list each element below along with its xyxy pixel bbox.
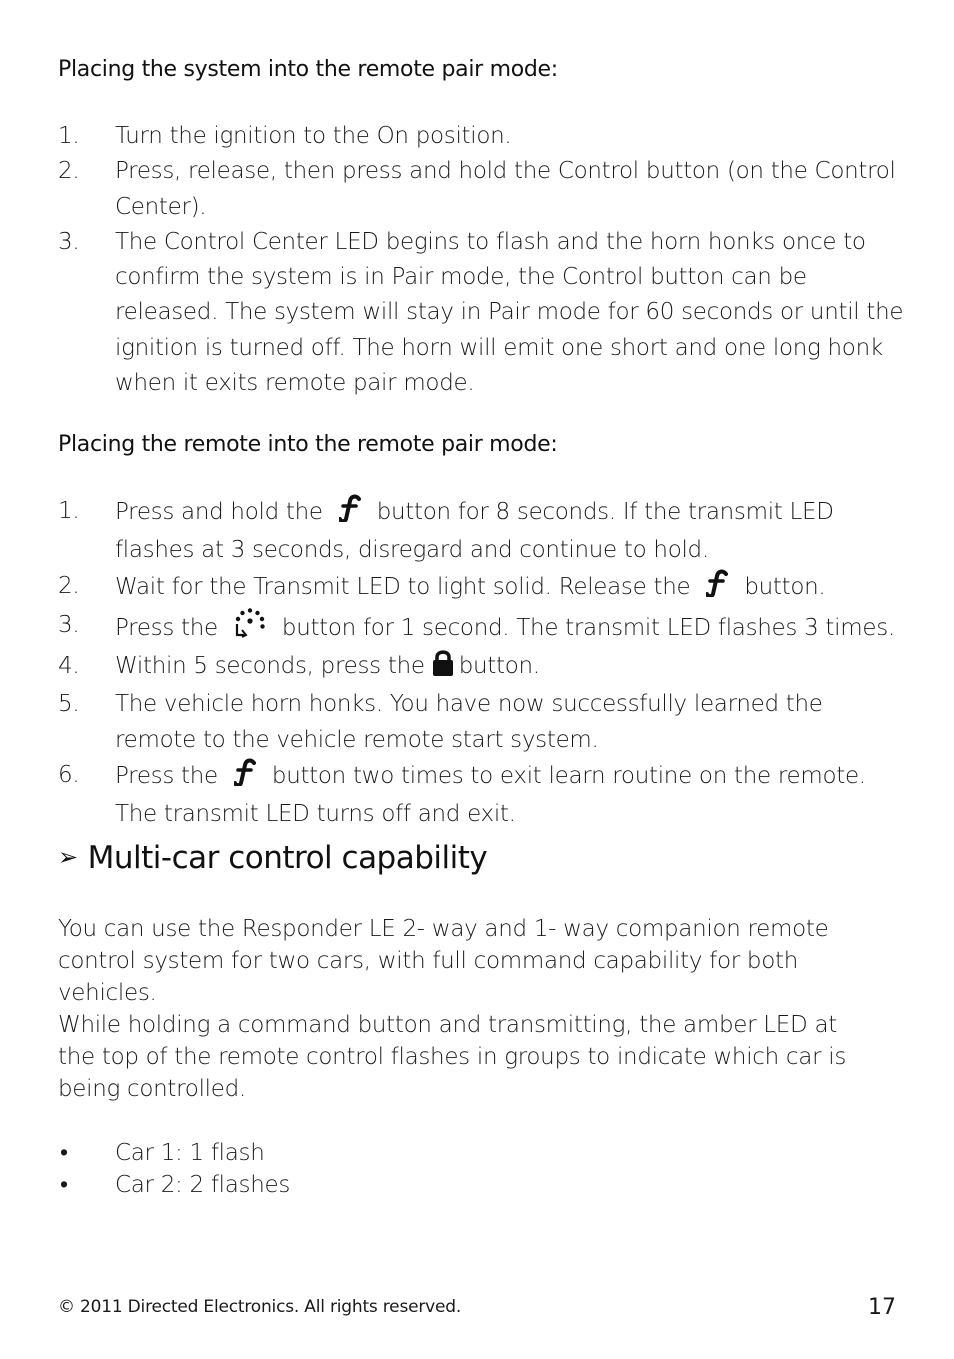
list-item bbox=[58, 154, 908, 225]
heading-text: Multi-car control capability bbox=[87, 840, 488, 876]
list-item bbox=[58, 1137, 290, 1169]
step-number: 4. bbox=[58, 653, 80, 680]
list-item bbox=[58, 119, 908, 154]
step-text-post: button. bbox=[744, 573, 826, 600]
step-text-post: button. bbox=[458, 653, 540, 680]
bullet-icon: • bbox=[60, 1172, 68, 1198]
list-item bbox=[58, 758, 908, 833]
paragraph-led-flashes: While holding a command button and transmitting, the amber LED at the top of the remote control flashes in groups to indicate which car is being controlled. bbox=[58, 1012, 847, 1102]
paragraph-companion-remote: You can use the Responder LE 2- way and 1- way companion remote control system for two cars, with full command capability for both vehicles. bbox=[58, 916, 829, 1006]
step-number: 3. bbox=[58, 228, 80, 255]
function-icon bbox=[706, 569, 728, 608]
function-icon bbox=[234, 758, 256, 797]
list-item bbox=[58, 1169, 290, 1201]
list-item bbox=[58, 225, 908, 401]
list-item bbox=[58, 569, 908, 608]
step-text-post: button for 1 second. The transmit LED flashes 3 times. bbox=[281, 614, 895, 641]
remote-pair-steps bbox=[58, 494, 908, 833]
step-number: 1. bbox=[58, 123, 80, 149]
step-text: The Control Center LED begins to flash and the horn honks once to confirm the system is in Pair mode, the Control button can be released. The system will stay in Pair mode for 60 seconds or until the ignition is turned off. The horn will emit one short and one long honk when it exits remote pair mode. bbox=[115, 228, 904, 397]
step-text-pre: Within 5 seconds, press the bbox=[115, 653, 425, 680]
step-number: 3. bbox=[58, 611, 80, 638]
section-title-system-pair: Placing the system into the remote pair mode: bbox=[58, 57, 558, 82]
bullet-text: Car 1: 1 flash bbox=[115, 1140, 265, 1166]
list-item bbox=[58, 494, 908, 569]
step-text-pre: Press the bbox=[115, 614, 218, 641]
function-icon bbox=[339, 494, 361, 533]
step-text: Press, release, then press and hold the Control button (on the Control Center). bbox=[115, 158, 896, 220]
remote-start-icon bbox=[234, 608, 266, 649]
copyright-footer: © 2011 Directed Electronics. All rights reserved. bbox=[58, 1297, 462, 1317]
list-item bbox=[58, 608, 908, 649]
step-text: Turn the ignition to the On position. bbox=[115, 123, 512, 149]
page-number: 17 bbox=[868, 1295, 896, 1320]
step-text: The vehicle horn honks. You have now successfully learned the remote to the vehicle remote start system. bbox=[115, 691, 823, 753]
bullet-text: Car 2: 2 flashes bbox=[115, 1172, 291, 1198]
step-text-post: button for 8 seconds. If the transmit LED flashes at 3 seconds, disregard and continue to hold. bbox=[115, 499, 834, 564]
step-text-pre: Wait for the Transmit LED to light solid. Release the bbox=[115, 573, 691, 600]
step-number: 1. bbox=[58, 498, 80, 524]
arrowhead-icon: ➢ bbox=[58, 843, 78, 871]
step-number: 6. bbox=[58, 762, 80, 789]
step-text-pre: Press and hold the bbox=[115, 499, 323, 525]
car-flash-list bbox=[58, 1137, 290, 1201]
list-item bbox=[58, 687, 908, 758]
step-text-pre: Press the bbox=[115, 763, 218, 790]
step-number: 2. bbox=[58, 158, 80, 185]
section-heading-multi-car bbox=[58, 840, 487, 876]
lock-icon bbox=[431, 649, 455, 687]
step-text-post: button two times to exit learn routine on the remote. The transmit LED turns off and exit. bbox=[115, 763, 866, 828]
list-item bbox=[58, 649, 908, 687]
step-number: 2. bbox=[58, 572, 80, 599]
bullet-icon: • bbox=[60, 1140, 68, 1166]
system-pair-steps bbox=[58, 119, 908, 401]
step-number: 5. bbox=[58, 691, 80, 718]
section-title-remote-pair: Placing the remote into the remote pair mode: bbox=[58, 432, 558, 457]
